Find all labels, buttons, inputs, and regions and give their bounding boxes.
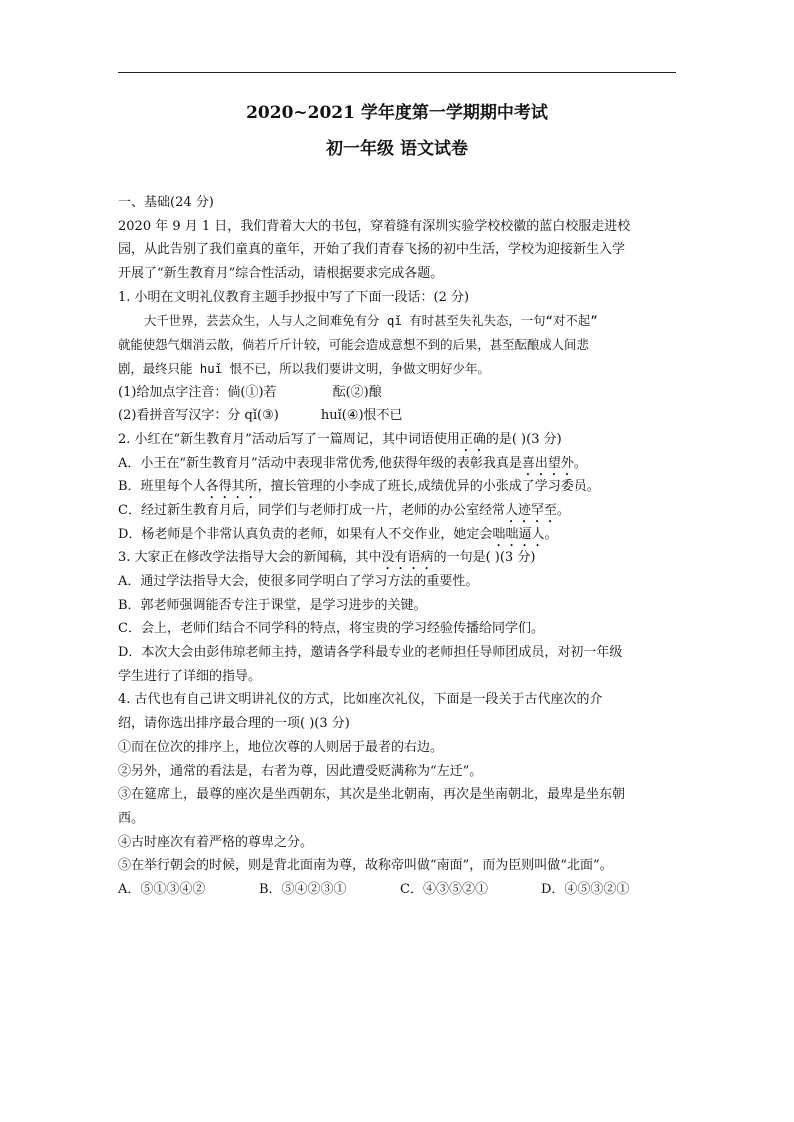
question-4-choices — [118, 878, 678, 902]
sub1-part-b: 酝(②)酿 — [332, 384, 382, 400]
passage-line: 大千世界，芸芸众生，人与人之间难免有分 qǐ 有时甚至失礼失态，一句“对不起” — [144, 313, 598, 329]
question-1-stem: 1. 小明在文明礼仪教育主题手抄报中写了下面一段话：(2 分) — [118, 289, 470, 305]
emphasis-text: 没有语病 — [381, 550, 434, 566]
sentence-4: ④古时座次有着严格的尊卑之分。 — [118, 834, 314, 850]
option-idiom: 人迹罕至 — [504, 502, 557, 518]
passage-line: 剧，最终只能 huǐ 恨不已，所以我们要讲文明，争做文明好少年。 — [118, 360, 490, 376]
question-2-option-d — [118, 523, 678, 547]
question-1-sub1 — [118, 381, 678, 405]
choice-c: C．④③⑤②① — [400, 881, 488, 897]
sentence-3-cont: 西。 — [118, 810, 145, 826]
question-2-option-b — [118, 475, 678, 499]
passage-line: 就能使怨气烟消云散，倘若斤斤计较，可能会造成意想不到的后果，甚至酝酿成人间悲 — [118, 337, 589, 353]
stem-text: 3. 大家正在修改学法指导大会的新闻稿，其中 — [118, 550, 382, 566]
sentence-5: ⑤在举行朝会的时候，则是背北面南为尊，故称帝叫做“南面”，而为臣则叫做“北面”。 — [118, 858, 613, 874]
sentence-2: ②另外，通常的看法是，右者为尊，因此遭受贬满称为“左迁”。 — [118, 763, 483, 779]
sub1-part-a: (1)给加点字注音：倘(①)若 — [118, 384, 277, 400]
sub2-part-b: huǐ(④)恨不已 — [320, 408, 403, 424]
question-2-option-a — [118, 452, 678, 476]
section-heading: 一、基础(24 分) — [118, 195, 214, 210]
option-idiom: 各得其所 — [205, 479, 258, 495]
intro-line: 开展了“新生教育月”综合性活动，请根据要求完成各题。 — [118, 266, 444, 282]
option-text: 。 — [556, 502, 570, 518]
option-text: D．杨老师是个非常认真负责的老师，如果有人不交作业，她定会 — [118, 526, 493, 542]
question-3-option-d-cont: 学生进行了详细的指导。 — [118, 668, 262, 684]
question-3-option-a: A．通过学法指导大会，使很多同学明白了学习方法的重要性。 — [118, 574, 479, 589]
emphasis-text: 正确 — [459, 431, 486, 447]
question-4-stem: 4. 古代也有自己讲文明讲礼仪的方式，比如座次礼仪，下面是一段关于古代座次的介 — [118, 692, 603, 708]
question-2-stem — [118, 428, 678, 452]
stem-text: 的一句是( )(3 分) — [433, 550, 536, 566]
option-text: ，擅长管理的小李成了班长,成绩优异的小张成了学习委员。 — [257, 479, 600, 495]
option-text: 。 — [544, 526, 558, 542]
intro-line: 2020 年 9 月 1 日，我们背着大大的书包，穿着缝有深圳实验学校校徽的蓝白校服走进校 — [118, 218, 631, 234]
stem-text: 的是( )(3 分) — [485, 431, 562, 447]
exam-title: 2020~2021 学年度第一学期期中考试 — [246, 103, 548, 123]
option-text: B．班里每个人 — [118, 479, 206, 495]
sub2-part-a: (2)看拼音写汉字：分 qǐ(③) — [118, 408, 279, 424]
question-3-option-b: B．郭老师强调能否专注于课堂，是学习进步的关键。 — [118, 597, 427, 613]
sentence-1: ①而在位次的排序上，地位次尊的人则居于最者的右边。 — [118, 739, 444, 755]
option-idiom: 咄咄逼人 — [492, 526, 545, 542]
choice-d: D．④⑤③②① — [541, 881, 630, 897]
intro-line: 园，从此告别了我们童真的童年，开始了我们青春飞扬的初中生活，学校为迎接新生入学 — [118, 242, 626, 258]
question-3-stem — [118, 546, 678, 570]
option-text: 。 — [573, 455, 587, 471]
question-4-stem: 绍，请你选出排序最合理的一项( )(3 分) — [118, 716, 350, 732]
choice-a: A．⑤①③④② — [118, 881, 206, 897]
stem-text: 2. 小红在“新生教育月”活动后写了一篇周记，其中词语使用 — [118, 431, 460, 447]
question-2-option-c — [118, 499, 678, 523]
option-idiom: 喜出望外 — [521, 455, 574, 471]
option-text: C．经过新生教育月后，同学们与老师打成一片，老师的办公室经常 — [118, 502, 505, 518]
exam-content — [118, 191, 678, 902]
header-rule — [118, 72, 676, 73]
question-3-option-d: D．本次大会由彭伟琼老师主持，邀请各学科最专业的老师担任导师团成员，对初一年级 — [118, 645, 623, 661]
sentence-3: ③在筵席上，最尊的座次是坐西朝东，其次是坐北朝南，再次是坐南朝北，最卑是坐东朝 — [118, 787, 626, 803]
option-text: A．小王在“新生教育月”活动中表现非常优秀,他获得年级的表彰我真是 — [118, 455, 522, 471]
question-1-sub2 — [118, 404, 678, 428]
exam-subtitle: 初一年级 语文试卷 — [326, 139, 468, 159]
choice-b: B．⑤④②③① — [259, 881, 347, 897]
question-3-option-c: C．会上，老师们结合不同学科的特点，将宝贵的学习经验传播给同学们。 — [118, 621, 544, 637]
